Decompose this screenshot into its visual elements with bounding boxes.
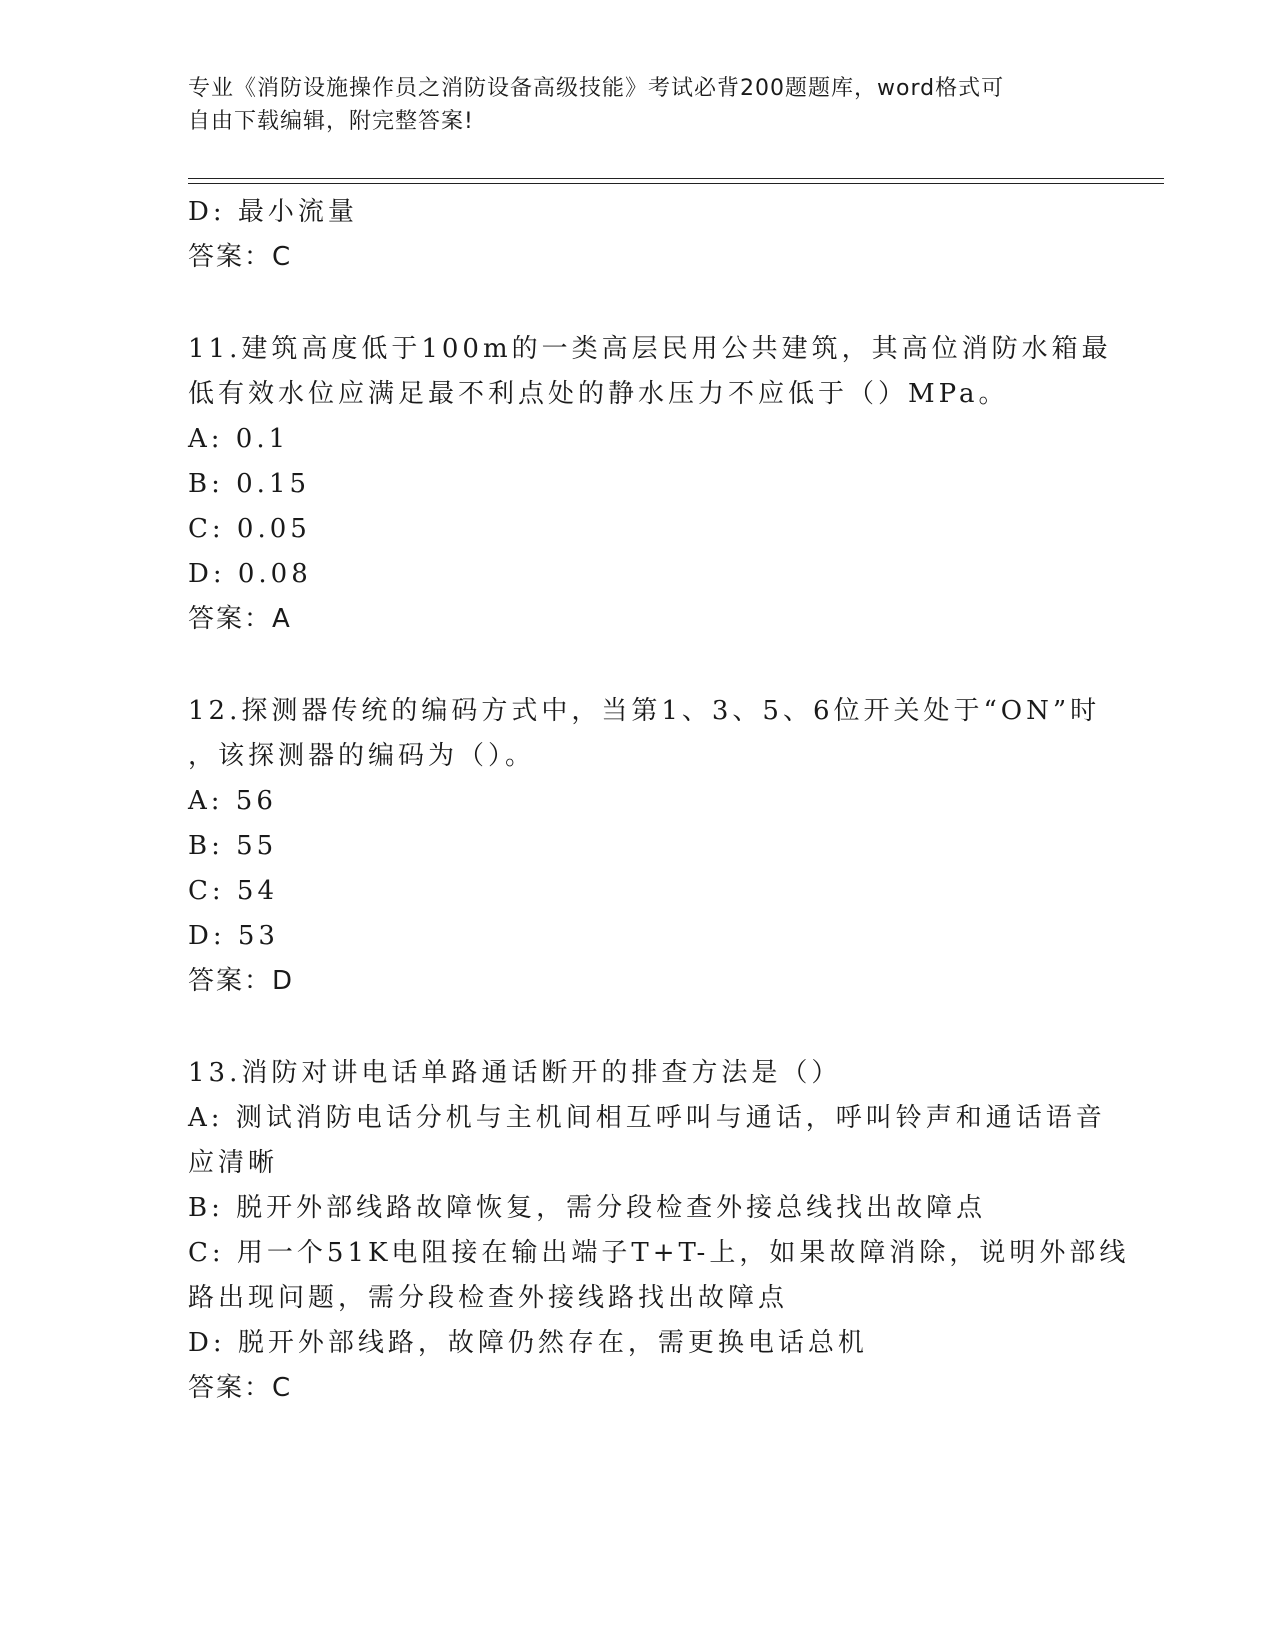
- header-line: 自由下载编辑，附完整答案!: [188, 109, 474, 134]
- header-line: 专业《消防设施操作员之消防设备高级技能》考试必背200题题库，word格式可: [188, 76, 1005, 101]
- option-d: D: 最小流量: [188, 197, 358, 227]
- question-text: 11.建筑高度低于100m的一类高层民用公共建筑，其高位消防水箱最: [188, 334, 1112, 364]
- option-d: D: 脱开外部线路，故障仍然存在，需更换电话总机: [188, 1328, 868, 1358]
- option-a: A: 56: [188, 786, 277, 816]
- question-text: 13.消防对讲电话单路通话断开的排查方法是（）: [188, 1058, 842, 1088]
- question-block: [188, 190, 1088, 280]
- option-a: A: 0.1: [188, 424, 290, 454]
- question-text: ，该探测器的编码为（）。: [188, 741, 536, 771]
- option-c: C: 0.05: [188, 514, 311, 544]
- question-text: 低有效水位应满足最不利点处的静水压力不应低于（）MPa。: [188, 379, 1009, 409]
- question-block: [188, 689, 1101, 1004]
- answer-line: 答案：D: [188, 966, 295, 996]
- option-b: B: 0.15: [188, 469, 311, 499]
- option-b: B: 55: [188, 831, 278, 861]
- option-a-continued: 应清晰: [188, 1148, 279, 1178]
- answer-line: 答案：A: [188, 604, 292, 634]
- answer-line: 答案：C: [188, 242, 293, 272]
- option-b: B: 脱开外部线路故障恢复，需分段检查外接总线找出故障点: [188, 1193, 987, 1223]
- page-header: [188, 72, 1088, 138]
- header-divider: [188, 178, 1164, 179]
- header-divider: [188, 183, 1164, 184]
- option-c-continued: 路出现问题，需分段检查外接线路找出故障点: [188, 1283, 789, 1313]
- option-d: D: 0.08: [188, 559, 312, 589]
- question-block: [188, 327, 1112, 642]
- question-text: 12.探测器传统的编码方式中，当第1、3、5、6位开关处于“ON”时: [188, 696, 1101, 726]
- question-list: [188, 190, 1130, 1411]
- option-c: C: 用一个51K电阻接在输出端子T+T-上，如果故障消除，说明外部线: [188, 1238, 1130, 1268]
- option-a: A: 测试消防电话分机与主机间相互呼叫与通话，呼叫铃声和通话语音: [188, 1103, 1106, 1133]
- question-block: [188, 1051, 1130, 1411]
- option-d: D: 53: [188, 921, 279, 951]
- option-c: C: 54: [188, 876, 279, 906]
- answer-line: 答案：C: [188, 1373, 293, 1403]
